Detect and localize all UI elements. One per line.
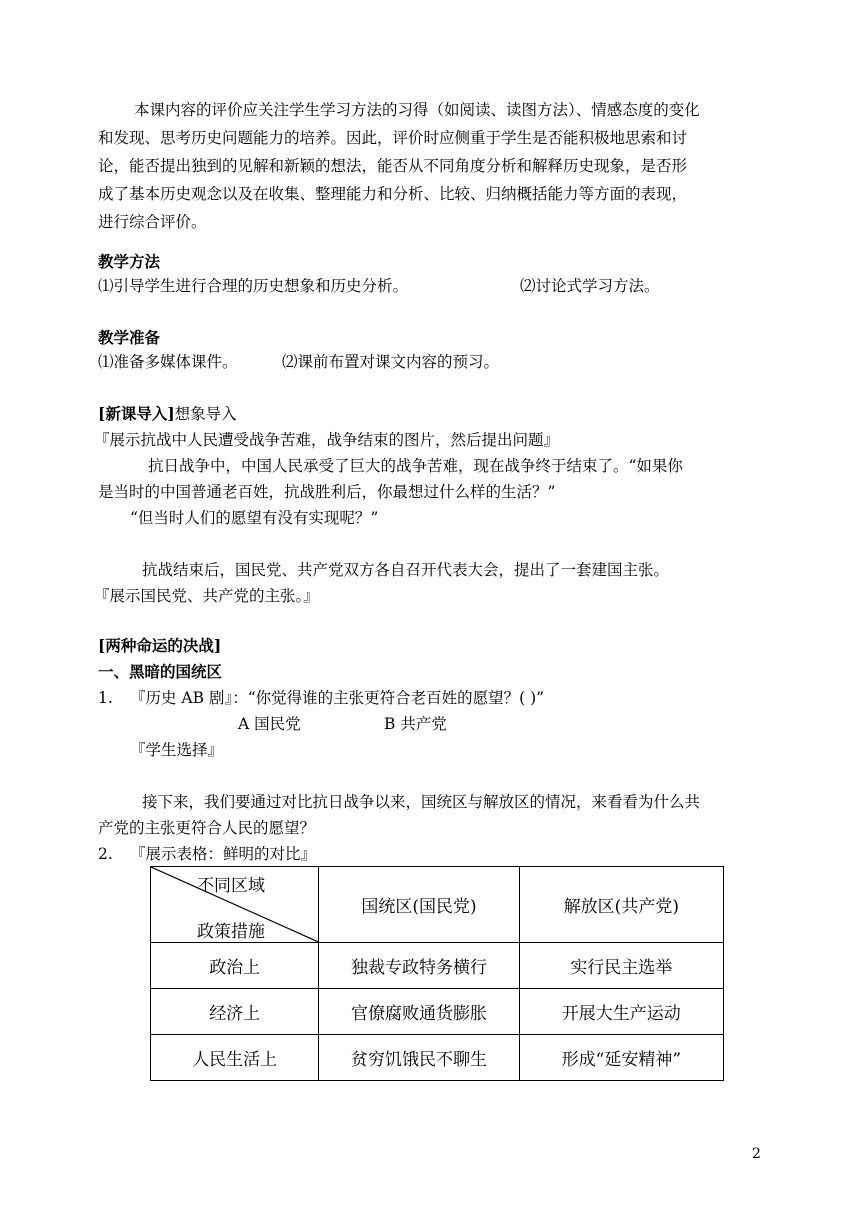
corner-bottom-label: 政策措施 — [197, 922, 265, 942]
row-label: 经济上 — [151, 989, 319, 1035]
methods-item-1: ⑴引导学生进行合理的历史想象和历史分析。 — [98, 277, 409, 295]
new-lesson-heading — [98, 404, 237, 424]
evaluation-line: 成了基本历史观念以及在收集、整理能力和分析、比较、归纳概括能力等方面的表现， — [98, 185, 688, 203]
evaluation-line: 进行综合评价。 — [98, 213, 207, 231]
prep-item-1: ⑴准备多媒体课件。 — [98, 353, 238, 371]
methods-heading: 教学方法 — [98, 252, 161, 271]
table-row — [151, 943, 724, 989]
evaluation-line: 和发现、思考历史问题能力的培养。因此，评价时应侧重于学生是否能积极地思索和讨 — [98, 129, 688, 147]
item-1-number: 1. — [98, 689, 113, 707]
row-label: 人民生活上 — [151, 1035, 319, 1081]
page-number: 2 — [752, 1146, 761, 1162]
item-2-number: 2. — [98, 845, 113, 863]
kmt-cell: 独裁专政特务横行 — [319, 943, 519, 989]
ccp-cell: 开展大生产运动 — [519, 989, 723, 1035]
intro-question-2: “但当时人们的愿望有没有实现呢？” — [130, 509, 379, 527]
new-lesson-heading-suffix: 想象导入 — [174, 405, 237, 423]
intro-para2: 抗战结束后，国民党、共产党双方各自召开代表大会，提出了一套建国主张。 — [142, 561, 670, 579]
option-a: A 国民党 — [238, 715, 301, 733]
table-row — [151, 989, 724, 1035]
prep-heading: 教学准备 — [98, 328, 161, 347]
option-b: B 共产党 — [384, 715, 447, 733]
evaluation-line: 论，能否提出独到的见解和新颖的想法，能否从不同角度分析和解释历史现象，是否形 — [98, 157, 688, 175]
table-header-ccp: 解放区(共产党) — [519, 867, 723, 943]
table-header-row — [151, 867, 724, 943]
item-1-text: 『历史 AB 剧』：“你觉得谁的主张更符合老百姓的愿望？( )” — [130, 689, 545, 707]
intro-para1-line2: 是当时的中国普通老百姓，抗战胜利后，你最想过什么样的生活？” — [98, 483, 556, 501]
table-header-kmt: 国统区(国民党) — [319, 867, 519, 943]
intro-para1-line1: 抗日战争中，中国人民承受了巨大的战争苦难，现在战争终于结束了。“如果你 — [148, 457, 683, 475]
item-2-text: 『展示表格：鲜明的对比』 — [130, 845, 317, 863]
ccp-cell: 实行民主选举 — [519, 943, 723, 989]
evaluation-paragraph — [98, 96, 762, 236]
student-choice-note: 『学生选择』 — [130, 741, 224, 759]
kmt-cell: 贫穷饥饿民不聊生 — [319, 1035, 519, 1081]
new-lesson-heading-label: [新课导入] — [98, 404, 175, 423]
kmt-cell: 官僚腐败通货膨胀 — [319, 989, 519, 1035]
compare-para-line2: 产党的主张更符合人民的愿望？ — [98, 819, 316, 837]
section-heading: [两种命运的决战] — [98, 636, 222, 655]
comparison-table — [150, 866, 724, 1081]
subsection-heading: 一、黑暗的国统区 — [98, 662, 223, 681]
evaluation-line: 本课内容的评价应关注学生学习方法的习得（如阅读、读图方法）、情感态度的变化 — [134, 101, 700, 119]
row-label: 政治上 — [151, 943, 319, 989]
table-corner-cell — [151, 867, 319, 943]
prep-item-2: ⑵课前布置对课文内容的预习。 — [282, 353, 500, 371]
methods-item-2: ⑵讨论式学习方法。 — [520, 277, 660, 295]
show-pictures-note: 『展示抗战中人民遭受战争苦难，战争结束的图片，然后提出问题』 — [94, 431, 560, 449]
compare-para-line1: 接下来，我们要通过对比抗日战争以来，国统区与解放区的情况，来看看为什么共 — [142, 793, 701, 811]
table-row — [151, 1035, 724, 1081]
corner-top-label: 不同区域 — [197, 876, 265, 896]
ccp-cell: 形成“延安精神” — [519, 1035, 723, 1081]
show-claims-note: 『展示国民党、共产党的主张。』 — [94, 587, 319, 605]
